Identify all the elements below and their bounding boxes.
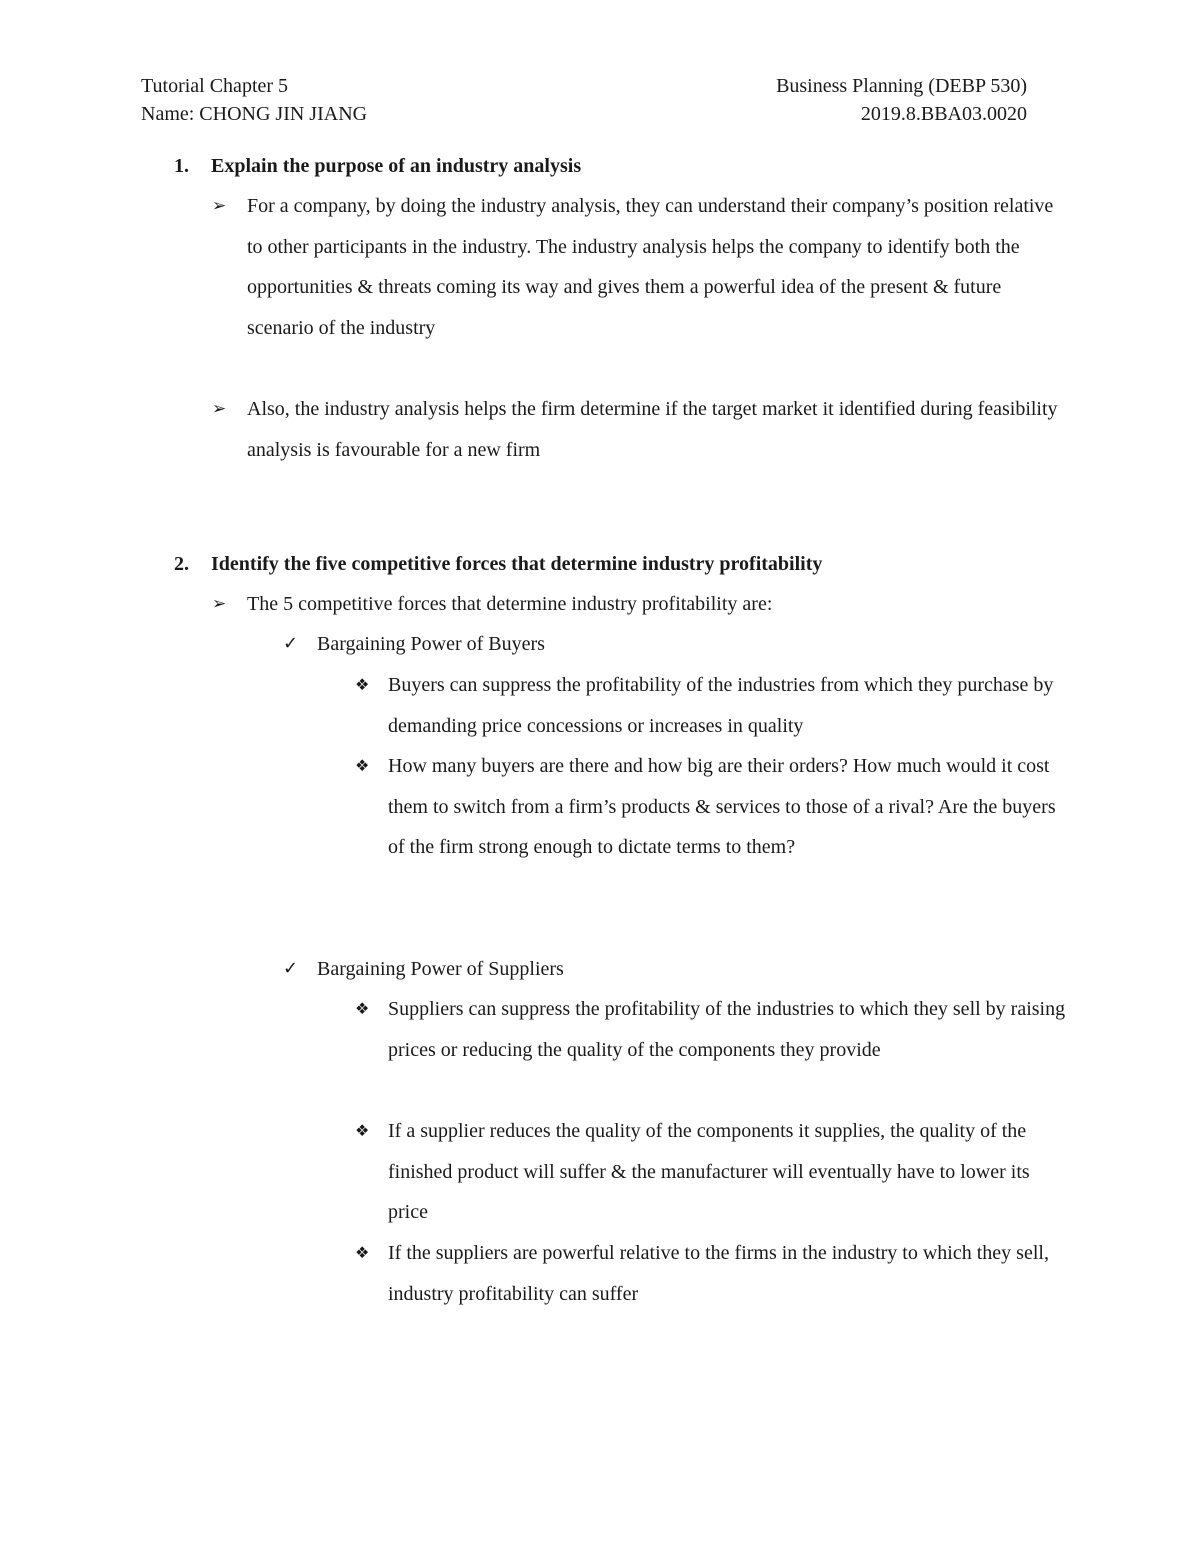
force-1 xyxy=(283,624,1067,665)
diamond-bullet-icon: ❖ xyxy=(355,756,370,775)
diamond-bullet-icon: ❖ xyxy=(355,675,370,694)
force-1-detail-1 xyxy=(355,665,1068,746)
force-2-detail-2 xyxy=(355,1111,1068,1233)
header-student-name: Name: CHONG JIN JIANG xyxy=(141,103,368,125)
q1-point-1 xyxy=(212,186,1067,348)
question-2-number: 2. xyxy=(174,553,189,575)
force-1-detail-1-text: Buyers can suppress the profitability of the industries from which they purchase by demanding price concessions or increases in quality xyxy=(388,674,1054,737)
question-1-title: Explain the purpose of an industry analysis xyxy=(211,155,582,177)
check-bullet-icon: ✓ xyxy=(283,633,299,654)
arrow-bullet-icon: ➢ xyxy=(212,594,227,614)
question-1-number: 1. xyxy=(174,155,189,177)
q1-point-2 xyxy=(212,389,1067,470)
header-course-chapter: Tutorial Chapter 5 xyxy=(141,75,289,97)
header-course-title: Business Planning (DEBP 530) xyxy=(776,75,1027,97)
question-2-heading xyxy=(174,551,822,577)
arrow-bullet-icon: ➢ xyxy=(212,196,227,216)
q2-intro-text: The 5 competitive forces that determine industry profitability are: xyxy=(247,593,773,615)
header-student-id: 2019.8.BBA03.0020 xyxy=(860,103,1027,125)
diamond-bullet-icon: ❖ xyxy=(355,1121,370,1140)
check-bullet-icon: ✓ xyxy=(283,958,299,979)
question-2-title: Identify the five competitive forces that determine industry profitability xyxy=(211,553,823,575)
force-2-detail-1-text: Suppliers can suppress the profitability of the industries to which they sell by raising prices or reducing the quality of the components they provide xyxy=(388,998,1066,1061)
force-1-name: Bargaining Power of Buyers xyxy=(317,633,545,655)
force-2-detail-2-text: If a supplier reduces the quality of the components it supplies, the quality of the finished product will suffer & the manufacturer will eventually have to lower its price xyxy=(388,1120,1030,1223)
question-1-heading xyxy=(174,153,581,179)
arrow-bullet-icon: ➢ xyxy=(212,399,227,419)
force-2-detail-3 xyxy=(355,1233,1068,1314)
force-1-detail-2 xyxy=(355,746,1068,868)
q2-intro xyxy=(212,584,1067,625)
diamond-bullet-icon: ❖ xyxy=(355,999,370,1018)
q1-point-1-text: For a company, by doing the industry analysis, they can understand their company’s position relative to other participants in the industry. The industry analysis helps the company to identify both the opportunities & threats coming its way and gives them a powerful idea of the present & future scenario of the industry xyxy=(247,195,1054,339)
diamond-bullet-icon: ❖ xyxy=(355,1243,370,1262)
force-2-detail-3-text: If the suppliers are powerful relative to the firms in the industry to which they sell, industry profitability can suffer xyxy=(388,1242,1049,1305)
force-2-detail-1 xyxy=(355,989,1068,1070)
force-2 xyxy=(283,949,1067,990)
force-2-name: Bargaining Power of Suppliers xyxy=(317,958,564,980)
q1-point-2-text: Also, the industry analysis helps the firm determine if the target market it identified during feasibility analysis is favourable for a new firm xyxy=(247,398,1058,461)
force-1-detail-2-text: How many buyers are there and how big are their orders? How much would it cost them to switch from a firm’s products & services to those of a rival? Are the buyers of the firm strong enough to dictate terms to them? xyxy=(388,755,1056,858)
